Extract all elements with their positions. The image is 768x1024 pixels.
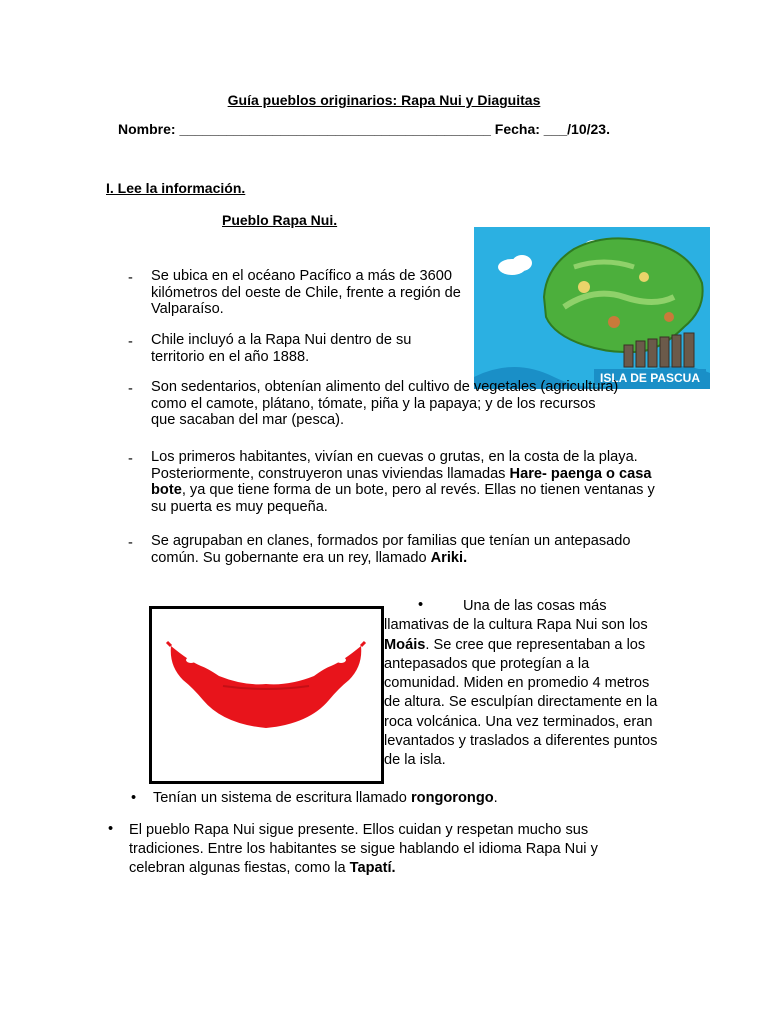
list-item: Son sedentarios, obtenían alimento del cultivo de vegetales (agricultura) como el camote, plátano, tómate, piña y la papaya; y de los recursos que sacaban del mar (pesca). [151, 379, 619, 428]
page-title: Guía pueblos originarios: Rapa Nui y Diaguitas [227, 92, 541, 108]
bold-term: rongorongo [410, 790, 494, 806]
dash-marker: - [128, 381, 133, 397]
bullet-marker: • [418, 597, 424, 613]
list-item: Los primeros habitantes, vivían en cuevas o grutas, en la costa de la playa. Posteriormente, construyeron unas viviendas llamadas Hare- paenga o casa bote, ya que tiene forma de un bote, pero al revés. Ellas no tienen ventanas y su puerta es muy pequeña. [151, 449, 655, 515]
dash-marker: - [128, 334, 133, 350]
bold-term: Moáis [384, 636, 426, 653]
dash-marker: - [128, 535, 133, 551]
bold-term: Tapatí. [349, 860, 396, 876]
bold-term: Hare- paenga o casa bote [151, 465, 652, 498]
dash-marker: - [128, 451, 133, 467]
bullet-marker: • [131, 790, 137, 806]
list-item: Se ubica en el océano Pacífico a más de 3600 kilómetros del oeste de Chile, frente a región de Valparaíso. [151, 268, 461, 317]
dash-marker: - [128, 270, 133, 286]
list-item: Se agrupaban en clanes, formados por familias que tenían un antepasado común. Su gobernante era un rey, llamado Ariki. [151, 533, 631, 566]
bold-term: Ariki. [430, 549, 468, 566]
name-date-line: Nombre: ________________________________________ Fecha: ___/10/23. [118, 121, 610, 137]
present-paragraph: El pueblo Rapa Nui sigue presente. Ellos cuidan y respetan mucho sus tradiciones. Entre los habitantes se sigue hablando el idioma Rapa Nui y celebran algunas fiestas, como la Tapatí. [129, 822, 598, 876]
subtitle: Pueblo Rapa Nui. [222, 212, 338, 228]
moai-paragraph: Una de las cosas más llamativas de la cultura Rapa Nui son los Moáis. Se cree que representaban a los antepasados que protegían a la comunidad. Miden en promedio 4 metros de altura. Se esculpían directamente en la roca volcánica. Una vez terminados, eran levantados y traslados a diferentes puntos de la isla. [384, 598, 658, 769]
bullet-marker: • [108, 821, 114, 837]
list-item: Chile incluyó a la Rapa Nui dentro de su territorio en el año 1888. [151, 332, 412, 365]
rongorongo-line: Tenían un sistema de escritura llamado rongorongo. [153, 790, 498, 806]
rapa-nui-flag [149, 606, 384, 784]
island-caption: ISLA DE PASCUA [599, 371, 701, 385]
section-heading: I. Lee la información. [106, 180, 246, 196]
easter-island-illustration [474, 227, 710, 389]
